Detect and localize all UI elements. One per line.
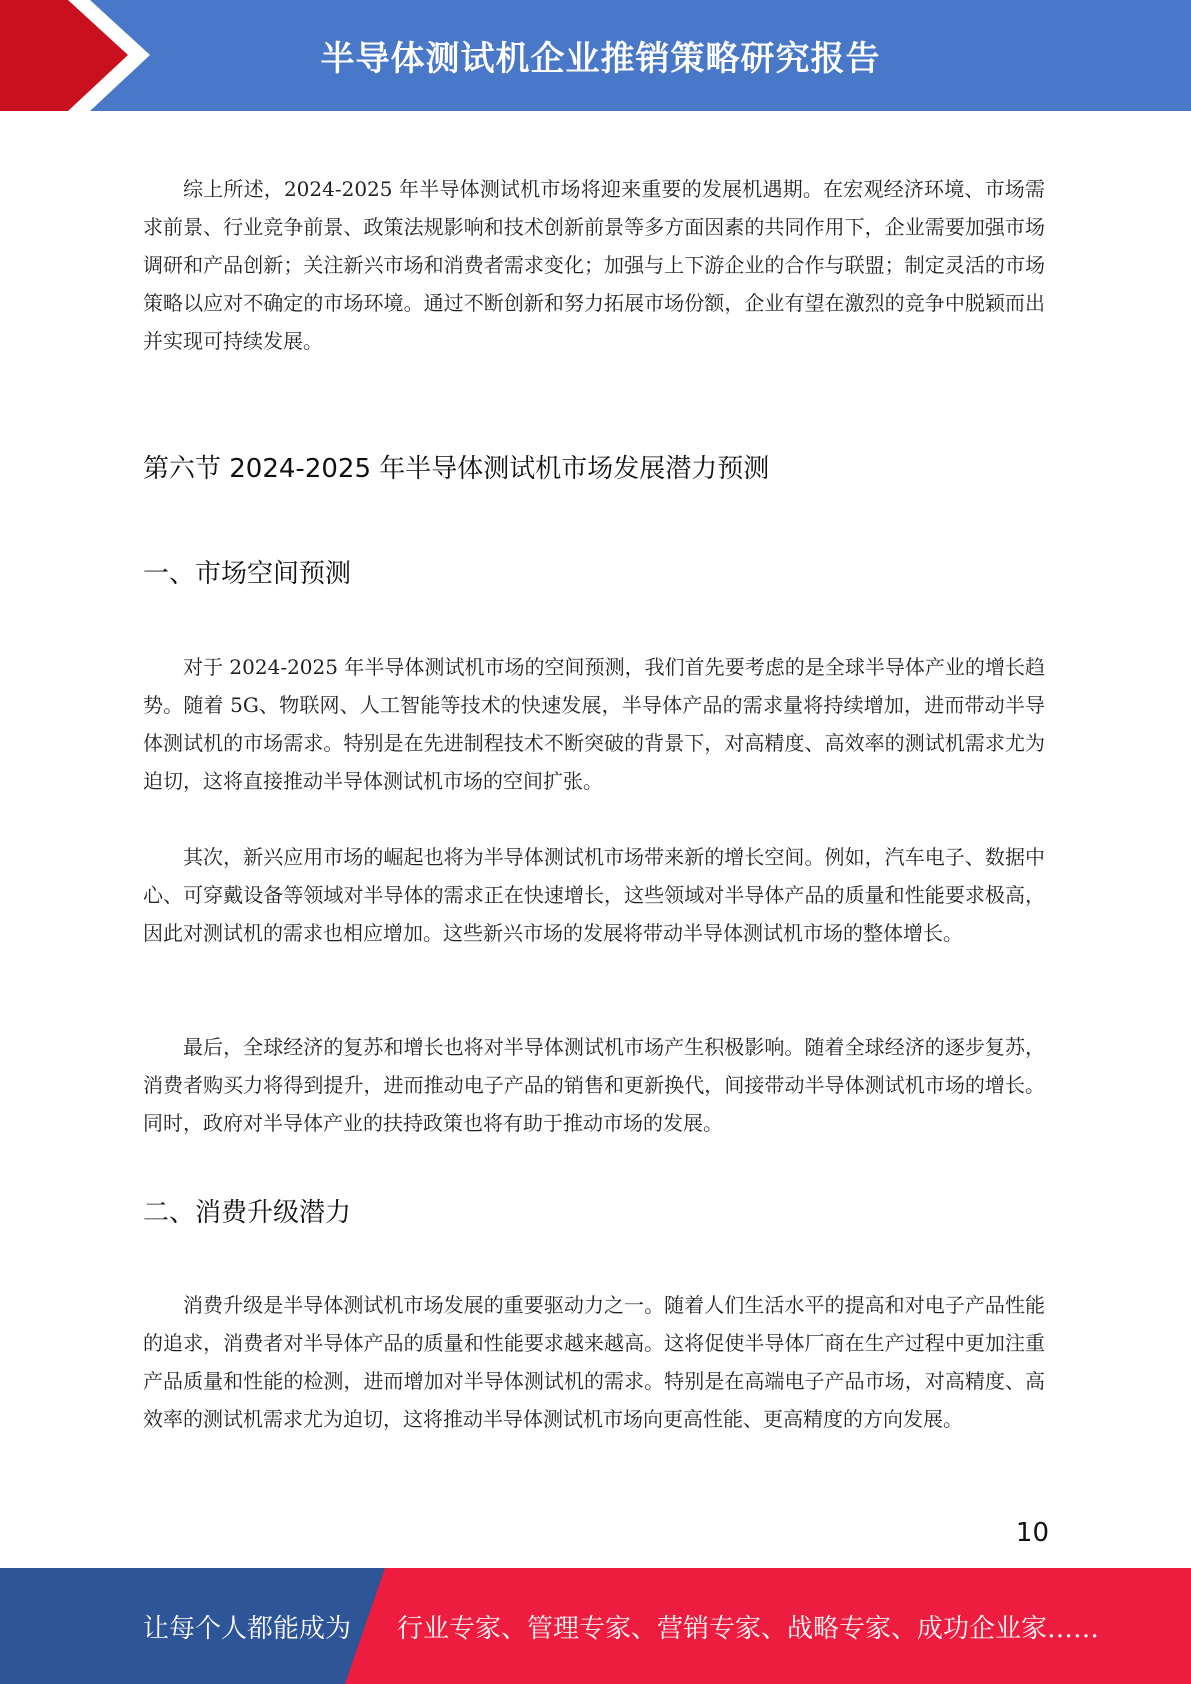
market-space-paragraph-3-block [143,1028,1045,1142]
intro-paragraph: 综上所述，2024-2025 年半导体测试机市场将迎来重要的发展机遇期。在宏观经济环境、市场需求前景、行业竞争前景、政策法规影响和技术创新前景等多方面因素的共同作用下，企业需要加强市场调研和产品创新；关注新兴市场和消费者需求变化；加强与上下游企业的合作与联盟；制定灵活的市场策略以应对不确定的市场环境。通过不断创新和努力拓展市场份额，企业有望在激烈的竞争中脱颖而出并实现可持续发展。 [143,177,1045,353]
header-bar [0,0,1191,111]
market-space-paragraph-2: 其次，新兴应用市场的崛起也将为半导体测试机市场带来新的增长空间。例如，汽车电子、数据中心、可穿戴设备等领域对半导体的需求正在快速增长，这些领域对半导体产品的质量和性能要求极高，因此对测试机的需求也相应增加。这些新兴市场的发展将带动半导体测试机市场的整体增长。 [143,845,1045,945]
footer-banner [0,1568,1191,1684]
market-space-paragraph-1-block [143,648,1045,800]
consumption-upgrade-paragraph-block [143,1286,1045,1438]
header-title: 半导体测试机企业推销策略研究报告 [320,39,881,79]
market-space-paragraph-1: 对于 2024-2025 年半导体测试机市场的空间预测，我们首先要考虑的是全球半导体产业的增长趋势。随着 5G、物联网、人工智能等技术的快速发展，半导体产品的需求量将持续增加，进而带动半导体测试机的市场需求。特别是在先进制程技术不断突破的背景下，对高精度、高效率的测试机需求尤为迫切，这将直接推动半导体测试机市场的空间扩张。 [143,655,1045,793]
footer-slogan-left: 让每个人都能成为 [143,1613,352,1644]
market-space-paragraph-3: 最后，全球经济的复苏和增长也将对半导体测试机市场产生积极影响。随着全球经济的逐步复苏，消费者购买力将得到提升，进而推动电子产品的销售和更新换代，间接带动半导体测试机市场的增长。同时，政府对半导体产业的扶持政策也将有助于推动市场的发展。 [143,1035,1045,1135]
footer-slogan-right: 行业专家、管理专家、营销专家、战略专家、成功企业家…… [397,1613,1100,1644]
intro-block [143,170,1045,360]
section-title: 第六节 2024-2025 年半导体测试机市场发展潜力预测 [143,454,770,484]
page-number: 10 [1015,1518,1049,1548]
subsection-title-consumption-upgrade: 二、消费升级潜力 [143,1198,352,1228]
consumption-upgrade-paragraph: 消费升级是半导体测试机市场发展的重要驱动力之一。随着人们生活水平的提高和对电子产品性能的追求，消费者对半导体产品的质量和性能要求越来越高。这将促使半导体厂商在生产过程中更加注重产品质量和性能的检测，进而增加对半导体测试机的需求。特别是在高端电子产品市场，对高精度、高效率的测试机需求尤为迫切，这将推动半导体测试机市场向更高性能、更高精度的方向发展。 [143,1293,1045,1431]
market-space-paragraph-2-block [143,838,1045,952]
subsection-title-market-space: 一、市场空间预测 [143,559,352,589]
